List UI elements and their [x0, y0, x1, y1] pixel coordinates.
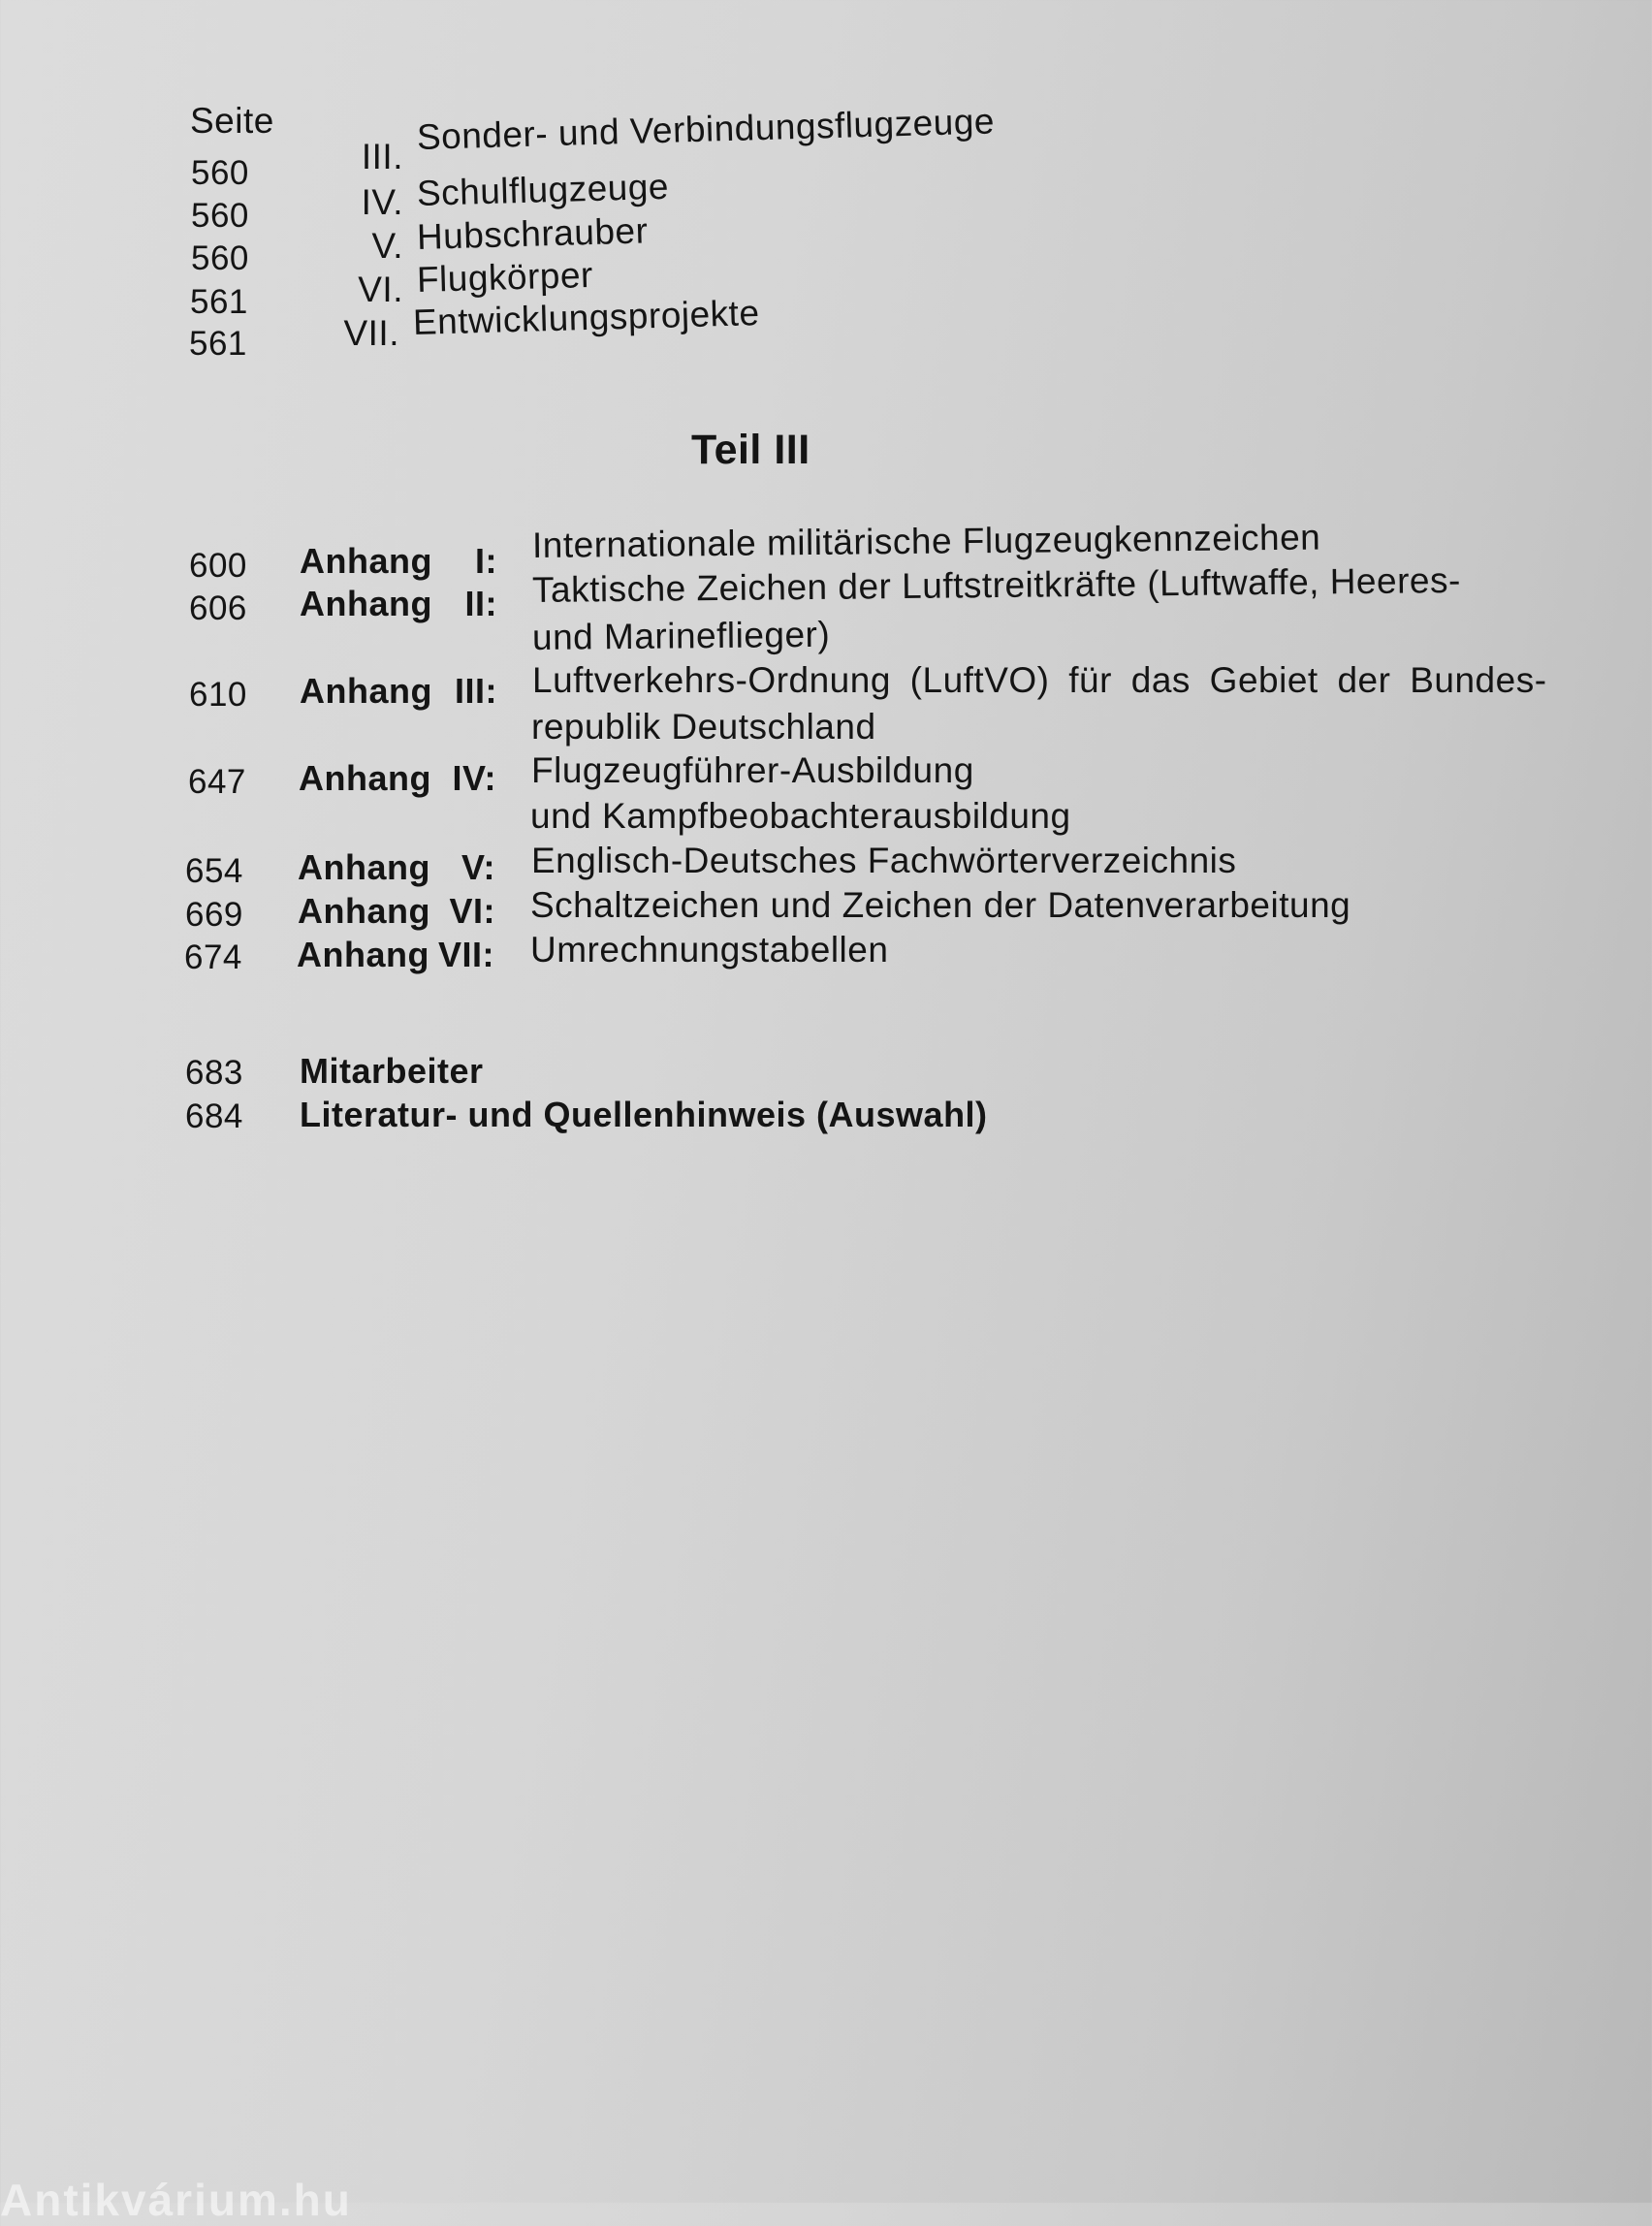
- appendix-title-continued: und Marineflieger): [531, 614, 831, 657]
- appendix-label: Anhang: [298, 891, 430, 931]
- appendix-title-continued: und Kampfbeobachterausbildung: [530, 796, 1071, 836]
- appendix-title: Englisch-Deutsches Fachwörterverzeichnis: [531, 841, 1237, 880]
- toc-page-number: 561: [189, 325, 247, 363]
- toc-roman-numeral: IV.: [361, 182, 403, 222]
- watermark: Antikvárium.hu: [0, 2175, 352, 2225]
- toc-page-number: 561: [190, 283, 248, 321]
- toc-entry-title: Sonder- und Verbindungsflugzeuge: [416, 101, 996, 157]
- appendix-numeral: I:: [475, 541, 497, 581]
- appendix-label: Anhang: [299, 758, 431, 798]
- appendix-page-number: 647: [188, 763, 246, 801]
- appendix-title: Internationale militärische Flugzeugkennzeichen: [531, 517, 1321, 565]
- appendix-numeral: VII:: [437, 935, 494, 974]
- appendix-page-number: 606: [189, 589, 247, 627]
- toc-page-number: 560: [191, 154, 249, 192]
- back-entry-title: Mitarbeiter: [300, 1051, 484, 1091]
- appendix-label: Anhang: [298, 847, 430, 887]
- toc-entry-title: Entwicklungsprojekte: [412, 293, 760, 342]
- appendix-numeral: II:: [464, 584, 497, 623]
- toc-page-number: 560: [191, 239, 249, 277]
- appendix-page-number: 600: [189, 547, 247, 585]
- appendix-label: Anhang: [300, 671, 432, 711]
- appendix-title: Luftverkehrs-Ordnung (LuftVO) für das Gebiet der Bundes-: [532, 660, 1547, 700]
- toc-roman-numeral: VII.: [343, 313, 399, 353]
- toc-roman-numeral: V.: [371, 226, 403, 266]
- toc-entry-title: Hubschrauber: [416, 210, 649, 257]
- appendix-title-continued: republik Deutschland: [531, 707, 876, 747]
- toc-entry-title: Flugkörper: [416, 254, 594, 300]
- appendix-title: Flugzeugführer-Ausbildung: [531, 750, 974, 790]
- toc-page-number: 560: [191, 197, 249, 235]
- appendix-page-number: 654: [185, 852, 243, 890]
- appendix-numeral: III:: [455, 671, 497, 711]
- appendix-label: Anhang: [297, 935, 429, 974]
- toc-roman-numeral: VI.: [358, 270, 403, 309]
- part-heading: Teil III: [691, 427, 810, 473]
- appendix-title: Umrechnungstabellen: [530, 930, 889, 970]
- back-page-number: 683: [185, 1054, 243, 1092]
- seite-label: Seite: [190, 101, 274, 141]
- appendix-numeral: IV:: [452, 758, 496, 798]
- appendix-label: Anhang: [300, 584, 432, 623]
- appendix-title: Taktische Zeichen der Luftstreitkräfte (Luftwaffe, Heeres-: [531, 559, 1462, 610]
- appendix-label: Anhang: [300, 541, 432, 581]
- appendix-numeral: VI:: [449, 891, 495, 931]
- appendix-page-number: 669: [185, 896, 243, 934]
- appendix-page-number: 610: [189, 676, 247, 714]
- toc-entry-title: Schulflugzeuge: [416, 166, 670, 213]
- appendix-title: Schaltzeichen und Zeichen der Datenverarbeitung: [530, 885, 1351, 925]
- appendix-page-number: 674: [184, 938, 242, 976]
- back-entry-title: Literatur- und Quellenhinweis (Auswahl): [300, 1095, 988, 1134]
- toc-roman-numeral: III.: [361, 137, 403, 176]
- appendix-numeral: V:: [461, 847, 495, 887]
- back-page-number: 684: [185, 1097, 243, 1135]
